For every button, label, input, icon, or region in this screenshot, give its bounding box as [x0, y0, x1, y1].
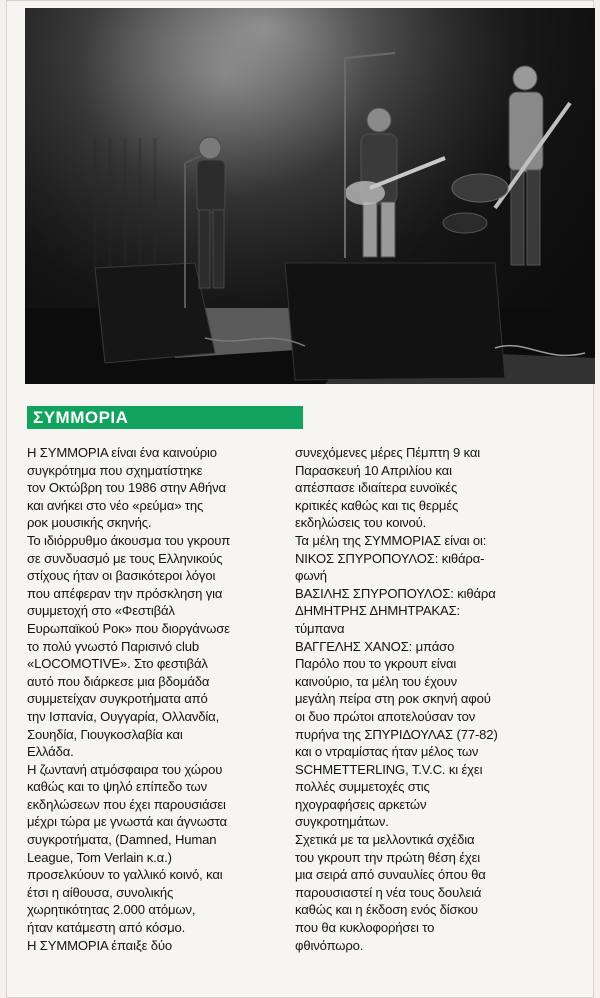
text-line: φωνή: [295, 568, 327, 584]
text-line: SCHMETTERLING, T.V.C. κι έχει: [295, 761, 483, 777]
text-line: μεγάλη πείρα στη ροκ σκηνή αφού: [295, 691, 491, 707]
text-line: Το ιδιόρρυθμο άκουσμα του γκρουπ: [27, 532, 231, 548]
text-line: συμμετοχή στο «Φεστιβάλ: [27, 603, 175, 619]
text-line: στίχους ήταν οι βασικότεροι λόγοι: [27, 568, 216, 584]
text-line: πολλές συμμετοχές στις: [295, 779, 430, 795]
article-column-left: [27, 444, 303, 954]
text-line: Παρασκευή 10 Απριλίου και: [295, 462, 452, 478]
text-line: καθώς και το ψηλό επίπεδο των: [27, 779, 207, 795]
text-line: Ελλάδα.: [27, 744, 74, 760]
text-line: οι δυο πρώτοι αποτελούσαν τον: [295, 708, 476, 724]
magazine-page: [6, 0, 594, 998]
text-line: Σχετικά με τα μελλοντικά σχέδια: [295, 832, 475, 848]
text-line: League, Tom Verlain κ.α.): [27, 849, 172, 865]
text-line: απέσπασε ιδιαίτερα ευνοϊκές: [295, 480, 458, 496]
text-line: φθινόπωρο.: [295, 937, 364, 953]
concert-photo-illustration: [25, 8, 595, 384]
text-line: Η ΣΥΜΜΟΡΙΑ είναι ένα καινούριο: [27, 445, 217, 460]
article-column-right: [295, 444, 571, 954]
text-line: εκδηλώσεις του κοινού.: [295, 515, 427, 531]
text-line: τον Οκτώβρη του 1986 στην Αθήνα: [27, 480, 226, 496]
text-line: ΒΑΓΓΕΛΗΣ ΧΑΝΟΣ: μπάσο: [295, 638, 455, 654]
text-line: κριτικές καθώς και τις θερμές: [295, 497, 459, 513]
text-line: μέχρι τώρα με γνωστά και άγνωστα: [27, 814, 227, 830]
text-line: την Ισπανία, Ουγγαρία, Ολλανδία,: [27, 708, 220, 724]
text-line: Παρόλο που το γκρουπ είναι: [295, 656, 457, 672]
text-line: αυτό που διάρκεσε μια βδομάδα: [27, 673, 210, 689]
section-title: ΣΥΜΜΟΡΙΑ: [33, 407, 129, 427]
text-line: προσελκύουν το γαλλικό κοινό, και: [27, 867, 223, 883]
text-line: ροκ μουσικής σκηνής.: [27, 515, 152, 531]
text-line: Σουηδία, Γιουγκοσλαβία και: [27, 726, 183, 742]
text-line: ΒΑΣΙΛΗΣ ΣΠΥΡΟΠΟΥΛΟΣ: κιθάρα: [295, 585, 496, 601]
text-line: σε συνδυασμό με τους Ελληνικούς: [27, 550, 223, 566]
text-line: συγκροτήματα, (Damned, Human: [27, 832, 217, 848]
text-line: ΝΙΚΟΣ ΣΠΥΡΟΠΟΥΛΟΣ: κιθάρα-: [295, 550, 485, 566]
text-line: και ο ντραμίστας ήταν μέλος των: [295, 744, 479, 760]
text-line: Η ζωντανή ατμόσφαιρα του χώρου: [27, 761, 223, 777]
text-line: τύμπανα: [295, 620, 345, 636]
text-line: και ανήκει στο νέο «ρεύμα» της: [27, 497, 204, 513]
section-header: [27, 406, 303, 429]
text-line: που απέφεραν την πρόσκληση για: [27, 585, 223, 601]
text-line: ήταν κατάμεστη από κόσμο.: [27, 920, 186, 936]
text-line: «LOCOMOTIVE». Στο φεστιβάλ: [27, 656, 208, 672]
text-line: συμμετείχαν συγκροτήματα από: [27, 691, 208, 707]
text-line: συγκροτημάτων.: [295, 814, 389, 830]
text-line: Η ΣΥΜΜΟΡΙΑ έπαιξε δύο: [27, 937, 173, 953]
concert-photo: [25, 8, 595, 384]
text-line: Τα μέλη της ΣΥΜΜΟΡΙΑΣ είναι οι:: [295, 532, 487, 548]
text-line: χωρητικότητας 2.000 ατόμων,: [27, 902, 196, 918]
text-line: καινούριο, τα μέλη του έχουν: [295, 673, 458, 689]
text-line: παρουσιαστεί η νέα τους δουλειά: [295, 884, 482, 900]
text-line: πυρήνα της ΣΠΥΡΙΔΟΥΛΑΣ (77-82): [295, 726, 498, 742]
text-line: καθώς και η έκδοση ενός δίσκου: [295, 902, 478, 918]
text-line: που θα κυκλοφορήσει το: [295, 920, 435, 936]
text-line: συνεχόμενες μέρες Πέμπτη 9 και: [295, 445, 481, 460]
text-line: του γκρουπ την πρώτη θέση έχει: [295, 849, 481, 865]
text-line: συγκρότημα που σχηματίστηκε: [27, 462, 203, 478]
text-line: Ευρωπαϊκού Ροκ» που διοργάνωσε: [27, 620, 230, 636]
text-line: ΔΗΜΗΤΡΗΣ ΔΗΜΗΤΡΑΚΑΣ:: [295, 603, 461, 619]
text-line: μια σειρά από συναυλίες όπου θα: [295, 867, 486, 883]
text-line: εκδηλώσεων που έχει παρουσιάσει: [27, 796, 226, 812]
text-line: ηχογραφήσεις αρκετών: [295, 796, 427, 812]
text-line: το πολύ γνωστό Παρισινό club: [27, 638, 199, 654]
text-line: έτσι η αίθουσα, συνολικής: [27, 884, 174, 900]
